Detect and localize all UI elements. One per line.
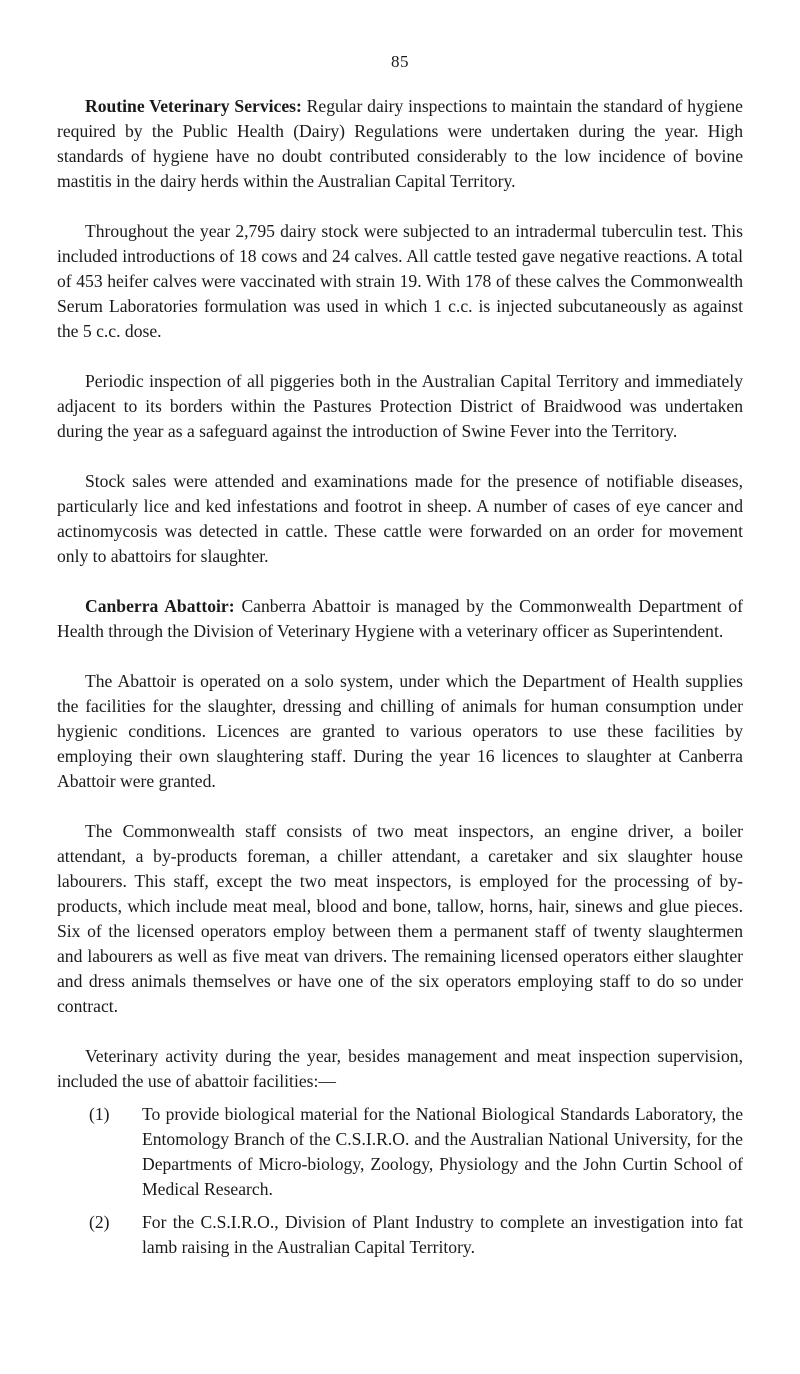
list-item (57, 1102, 743, 1202)
paragraph-veterinary-activity (57, 1044, 743, 1094)
document-body (57, 94, 743, 1268)
paragraph-text: Throughout the year 2,795 dairy stock were subjected to an intradermal tuberculin test. This included introductions of 18 cows and 24 calves. All cattle tested gave negative reactions. A total of 453 heifer calves were vaccinated with strain 19. With 178 of these calves the Commonwealth Serum Laboratories formulation was used in which 1 c.c. is injected subcutaneously as against the 5 c.c. dose. (57, 221, 743, 341)
section-heading-routine-veterinary-services: Routine Veterinary Services: (85, 96, 302, 116)
paragraph-abattoir-operation (57, 669, 743, 794)
list-item-number: (1) (89, 1104, 110, 1124)
paragraph-routine-veterinary-services (57, 94, 743, 194)
list-item (57, 1210, 743, 1260)
paragraph-tuberculin-test (57, 219, 743, 344)
paragraph-text: The Abattoir is operated on a solo system, under which the Department of Health supplies the facilities for the slaughter, dressing and chilling of animals for human consumption under hygienic conditions. Licences are granted to various operators to use these facilities by employing their own slaughtering staff. During the year 16 licences to slaughter at Canberra Abattoir were granted. (57, 671, 743, 791)
paragraph-text: Periodic inspection of all piggeries both in the Australian Capital Territory and immediately adjacent to its borders within the Pastures Protection District of Braidwood was undertaken during the year as a safeguard against the introduction of Swine Fever into the Territory. (57, 371, 743, 441)
list-item-text: For the C.S.I.R.O., Division of Plant Industry to complete an investigation into fat lamb raising in the Australian Capital Territory. (142, 1212, 743, 1257)
paragraph-text: Veterinary activity during the year, besides management and meat inspection supervision, included the use of abattoir facilities:— (57, 1046, 743, 1091)
paragraph-text: The Commonwealth staff consists of two meat inspectors, an engine driver, a boiler attendant, a by-products foreman, a chiller attendant, a caretaker and six slaughter house labourers. This staff, except the two meat inspectors, is employed for the processing of by-products, which include meat meal, blood and bone, tallow, horns, hair, sinews and glue pieces. Six of the licensed operators employ between them a permanent staff of twenty slaughtermen and labourers as well as five meat van drivers. The remaining licensed operators either slaughter and dress animals themselves or have one of the six operators employing staff to do so under contract. (57, 821, 743, 1016)
paragraph-text: Canberra Abattoir is managed by the Commonwealth Department of Health through the Division of Veterinary Hygiene with a veterinary officer as Superintendent. (57, 596, 743, 641)
paragraph-canberra-abattoir (57, 594, 743, 644)
section-heading-canberra-abattoir: Canberra Abattoir: (85, 596, 235, 616)
paragraph-text: Regular dairy inspections to maintain the standard of hygiene required by the Public Health (Dairy) Regulations were undertaken during the year. High standards of hygiene have no doubt contributed considerably to the low incidence of bovine mastitis in the dairy herds within the Australian Capital Territory. (57, 96, 743, 191)
list-item-text: To provide biological material for the National Biological Standards Laboratory, the Entomology Branch of the C.S.I.R.O. and the Australian National University, for the Departments of Micro-biology, Zoology, Physiology and the John Curtin School of Medical Research. (142, 1104, 743, 1199)
list-item-number: (2) (89, 1212, 110, 1232)
paragraph-commonwealth-staff (57, 819, 743, 1019)
paragraph-text: Stock sales were attended and examinations made for the presence of notifiable diseases, particularly lice and ked infestations and footrot in sheep. A number of cases of eye cancer and actinomycosis was detected in cattle. These cattle were forwarded on an order for movement only to abattoirs for slaughter. (57, 471, 743, 566)
paragraph-stock-sales (57, 469, 743, 569)
abattoir-uses-list (57, 1102, 743, 1260)
paragraph-piggeries-inspection (57, 369, 743, 444)
page-number: 85 (391, 52, 409, 71)
